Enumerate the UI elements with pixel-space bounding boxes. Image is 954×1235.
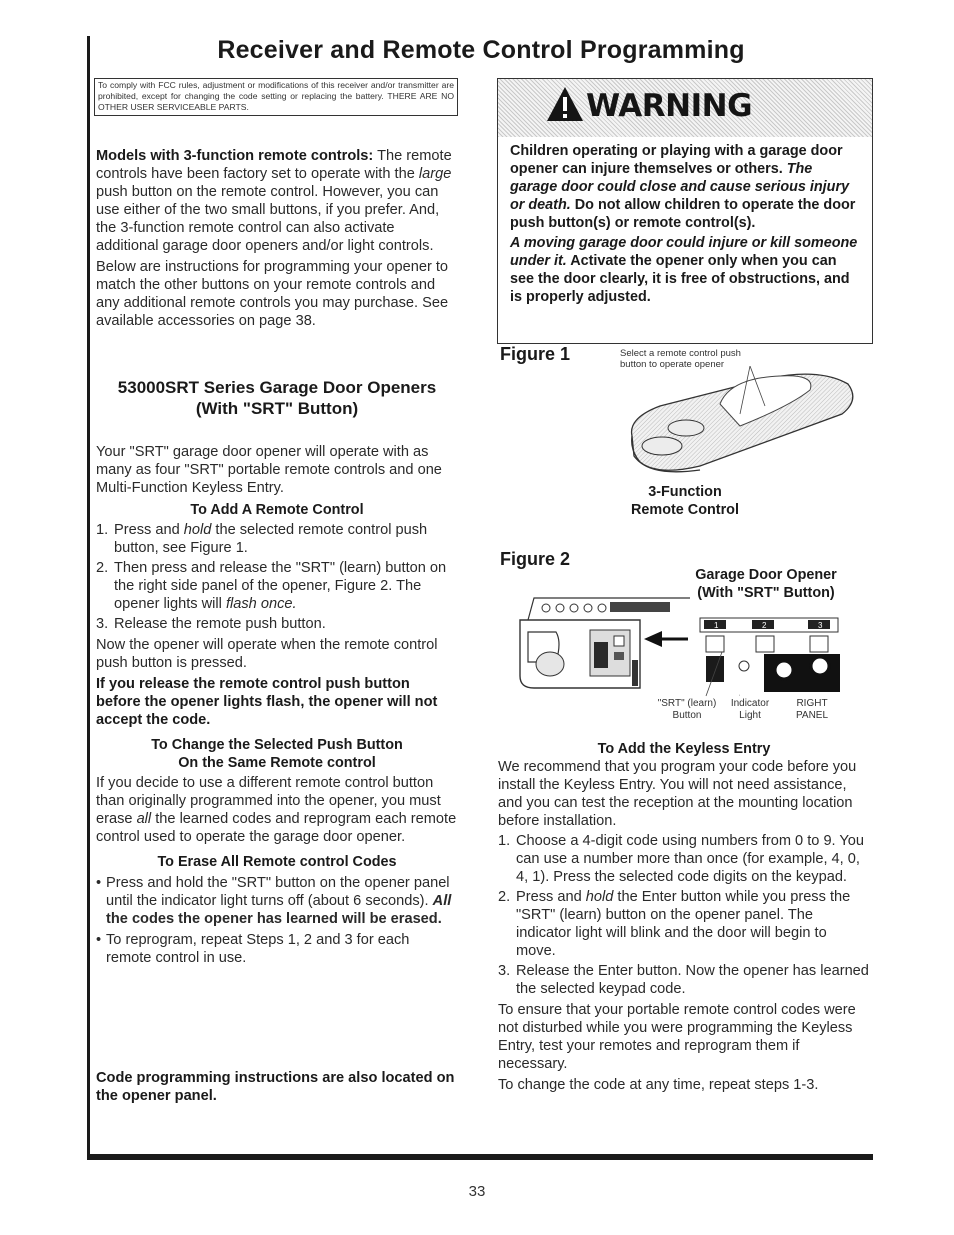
change-paragraph: If you decide to use a different remote control button than originally programmed into the opener, you must erase all the learned codes and reprogram each remote control used to operate the garage door opener. [96, 775, 457, 845]
figure-1-caption: 3-Function Remote Control [631, 484, 739, 518]
add-remote-steps [96, 521, 458, 633]
figure-1-callout: Select a remote control push button to operate opener [620, 348, 741, 370]
srt-learn-button-label: "SRT" (learn) Button [657, 698, 717, 721]
warning-triangle-icon [546, 86, 584, 122]
srt-intro: Your "SRT" garage door opener will operate with as many as four "SRT" portable remote controls and one Multi-Function Keyless Entry. [96, 444, 442, 496]
indicator-light-label: Indicator Light [730, 698, 770, 721]
add-remote-step: 2. Then press and release the "SRT" (learn) button on the right side panel of the opener, Figure 2. The opener lights will flash once. [96, 560, 447, 612]
models-paragraph: Models with 3-function remote controls: The remote controls have been factory set to operate with the large push button on the remote control. However, you can use either of the two small buttons, if you prefer. And, the 3-function remote control can also activate additional garage door openers and/or light controls. [96, 148, 452, 254]
release-warning: If you release the remote control push button before the opener lights flash, the opener will not accept the code. [96, 676, 438, 728]
left-column-top [96, 147, 458, 330]
srt-button-pointer [700, 652, 740, 698]
change-button-heading: To Change the Selected Push Button On the Same Remote control [151, 737, 403, 771]
erase-bullet-1: • Press and hold the "SRT" button on the opener panel until the indicator light turns off (about 6 seconds). All the codes the opener has learned will be erased. [96, 875, 452, 927]
erase-heading: To Erase All Remote control Codes [157, 854, 397, 870]
change-code-paragraph: To change the code at any time, repeat steps 1-3. [498, 1077, 819, 1093]
keyless-intro: We recommend that you program your code before you install the Keyless Entry. You will not need assistance, and you can test the reception at the mounting location before installation. [498, 759, 857, 829]
warning-paragraph-1: Children operating or playing with a garage door opener can injure themselves or others. The garage door could close and cause serious injury or death. Do not allow children to operate the door push button(s) or remote control(s). [510, 143, 856, 231]
add-remote-step: 3. Release the remote push button. [96, 616, 326, 632]
right-panel-label: RIGHT PANEL [795, 698, 829, 721]
page-number: 33 [468, 1183, 486, 1200]
section-heading: 53000SRT Series Garage Door Openers (With "SRT" Button) [117, 378, 437, 418]
garage-door-opener-illustration [510, 592, 690, 696]
figure-2-caption: Garage Door Opener (With "SRT" Button) [695, 567, 837, 601]
keyless-step: 3. Release the Enter button. Now the opener has learned the selected keypad code. [498, 963, 869, 997]
add-remote-heading: To Add A Remote Control [190, 502, 364, 518]
code-programming-note: Code programming instructions are also located on the opener panel. [96, 1070, 455, 1104]
erase-bullet-2: • To reprogram, repeat Steps 1, 2 and 3 for each remote control in use. [96, 932, 410, 966]
panel-number-3: 3 [818, 621, 823, 630]
left-column-main [96, 443, 458, 967]
figure-1-label: Figure 1 [500, 344, 571, 364]
warning-label: WARNING [586, 88, 753, 124]
page-title: Receiver and Remote Control Programming [217, 36, 745, 64]
panel-number-1: 1 [714, 621, 719, 630]
remote-control-illustration [620, 366, 860, 478]
add-remote-step: 1. Press and hold the selected remote control push button, see Figure 1. [96, 522, 428, 556]
keyless-heading: To Add the Keyless Entry [597, 741, 771, 757]
keyless-step: 1. Choose a 4-digit code using numbers from 0 to 9. You can use a number more than once (for example, 4, 0, 4, 1). Press the selected code digits on the keypad. [498, 833, 865, 885]
keyless-step: 2. Press and hold the Enter button while you press the "SRT" (learn) button on the opener panel. The indicator light will blink and the door will begin to move. [498, 889, 851, 959]
below-paragraph: Below are instructions for programming your opener to match the other buttons on your remote controls and any additional remote controls you may purchase. See available accessories on page 38. [96, 259, 449, 329]
warning-paragraph-2: A moving garage door could injure or kill someone under it. Activate the opener only when you can see the door clearly, it is free of obstructions, and is properly adjusted. [510, 235, 858, 305]
bottom-border-rule [87, 1154, 873, 1160]
now-paragraph: Now the opener will operate when the remote control push button is pressed. [96, 637, 438, 671]
models-lead: Models with 3-function remote controls: [96, 148, 374, 164]
keyless-steps [498, 832, 870, 998]
panel-number-2: 2 [762, 621, 767, 630]
figure-2-label: Figure 2 [500, 549, 571, 569]
fcc-notice: To comply with FCC rules, adjustment or modifications of this receiver and/or transmitter are prohibited, except for changing the code setting or replacing the battery. THERE ARE NO OTHER USER SERVICEABLE PARTS. [94, 78, 458, 116]
right-column-text [498, 740, 870, 1094]
ensure-paragraph: To ensure that your portable remote control codes were not disturbed while you were programming the Keyless Entry, test your remotes and reprogram them if necessary. [498, 1002, 856, 1072]
left-border-rule [87, 36, 90, 1159]
warning-text [510, 142, 862, 306]
